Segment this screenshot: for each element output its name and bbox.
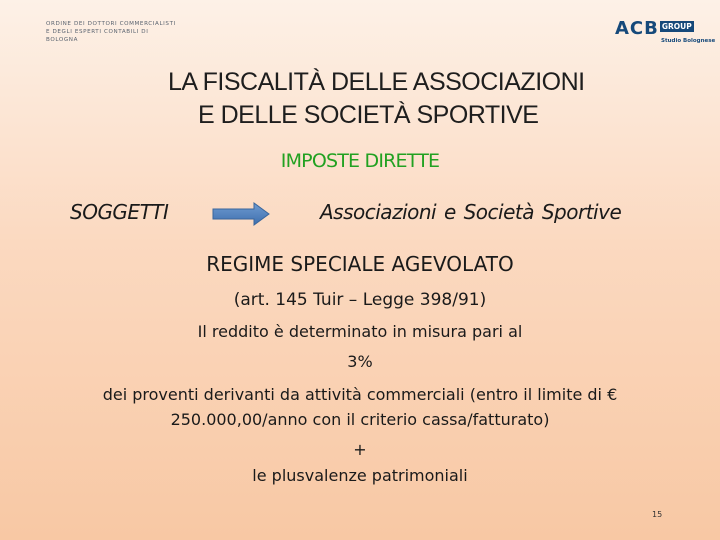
title-line-1: LA FISCALITÀ DELLE ASSOCIAZIONI — [168, 68, 585, 96]
title-line-2: E DELLE SOCIETÀ SPORTIVE — [198, 101, 539, 129]
logo-left-line: BOLOGNA — [46, 37, 79, 43]
body-line-3b: 250.000,00/anno con il criterio cassa/fatturato) — [170, 410, 550, 429]
logo-left-line: ORDINE DEI DOTTORI COMMERCIALISTI — [46, 21, 176, 27]
regime-heading — [0, 252, 720, 276]
regime-text: REGIME SPECIALE AGEVOLATO — [206, 252, 514, 276]
law-reference: (art. 145 Tuir – Legge 398/91) — [233, 290, 487, 310]
page-number: 15 — [652, 510, 663, 519]
slide-title — [140, 66, 620, 132]
body-line-4: le plusvalenze patrimoniali — [252, 466, 468, 485]
logo-right-subtitle: Studio Bolognese — [661, 38, 716, 44]
body-line-3 — [0, 382, 720, 432]
logo-right-badge: GROUP — [661, 22, 692, 31]
logo-left-text — [46, 20, 176, 44]
logo-right — [615, 18, 716, 46]
section-heading: IMPOSTE DIRETTE — [280, 150, 440, 172]
body-percent: 3% — [347, 352, 373, 371]
subjects-label: SOGGETTI — [70, 200, 169, 224]
body-plus: + — [353, 440, 367, 459]
right-arrow-icon — [212, 202, 270, 226]
logo-left — [40, 16, 176, 48]
body-line-3a: dei proventi derivanti da attività commerciali (entro il limite di € — [102, 385, 618, 404]
body-line-1: Il reddito è determinato in misura pari al — [197, 322, 523, 341]
subjects-value: Associazioni e Società Sportive — [320, 200, 622, 224]
logo-right-name: ACB — [615, 18, 659, 39]
logo-left-line: E DEGLI ESPERTI CONTABILI DI — [46, 29, 149, 35]
